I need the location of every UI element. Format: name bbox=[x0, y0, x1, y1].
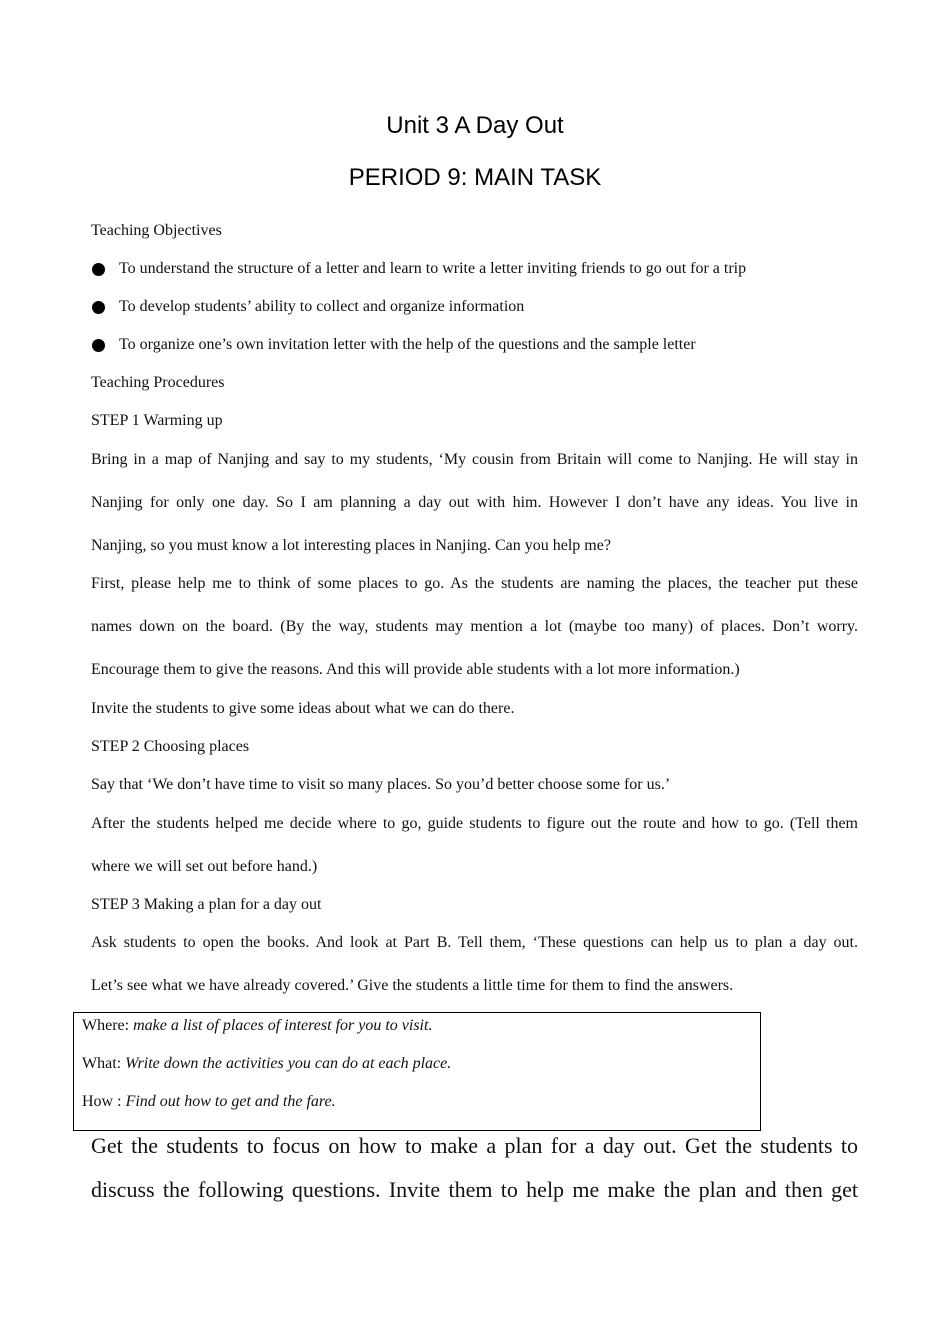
objective-item: To develop students’ ability to collect and organize information bbox=[119, 298, 525, 315]
where-label: Where: bbox=[82, 1017, 130, 1034]
step1-paragraph-line: Nanjing for only one day. So I am planning a day out with him. However I don’t have any ideas. You live in bbox=[91, 494, 858, 511]
objective-item: To understand the structure of a letter and learn to write a letter inviting friends to go out for a trip bbox=[119, 260, 747, 277]
step1-paragraph-line: Encourage them to give the reasons. And this will provide able students with a lot more information.) bbox=[91, 661, 740, 678]
step1-paragraph-line: Bring in a map of Nanjing and say to my students, ‘My cousin from Britain will come to Nanjing. He will stay in bbox=[91, 451, 858, 468]
how-label: How : bbox=[82, 1093, 122, 1110]
where-row bbox=[82, 1016, 432, 1036]
step1-paragraph-line: names down on the board. (By the way, students may mention a lot (maybe too many) of places. Don’t worry. bbox=[91, 618, 858, 635]
how-row bbox=[82, 1092, 336, 1112]
step1-paragraph-line: Invite the students to give some ideas about what we can do there. bbox=[91, 700, 515, 717]
procedures-heading: Teaching Procedures bbox=[91, 374, 225, 391]
bullet-icon bbox=[92, 263, 105, 276]
step2-paragraph-line: where we will set out before hand.) bbox=[91, 858, 318, 875]
step2-paragraph-line: After the students helped me decide where to go, guide students to figure out the route and how to go. (Tell them bbox=[91, 815, 858, 832]
page-subtitle: PERIOD 9: MAIN TASK bbox=[348, 164, 602, 191]
step3-paragraph-line: Ask students to open the books. And look at Part B. Tell them, ‘These questions can help us to plan a day out. bbox=[91, 934, 858, 951]
step1-paragraph-line: Nanjing, so you must know a lot interesting places in Nanjing. Can you help me? bbox=[91, 537, 611, 554]
step3-paragraph-line: Let’s see what we have already covered.’ Give the students a little time for them to find the answers. bbox=[91, 977, 734, 994]
bullet-icon bbox=[92, 301, 105, 314]
step2-paragraph-line: Say that ‘We don’t have time to visit so many places. So you’d better choose some for us.’ bbox=[91, 776, 671, 793]
page-title: Unit 3 A Day Out bbox=[386, 112, 564, 139]
what-label: What: bbox=[82, 1055, 122, 1072]
objective-item: To organize one’s own invitation letter with the help of the questions and the sample letter bbox=[119, 336, 696, 353]
step3-heading: STEP 3 Making a plan for a day out bbox=[91, 896, 322, 913]
step1-heading: STEP 1 Warming up bbox=[91, 412, 223, 429]
what-text: Write down the activities you can do at each place. bbox=[125, 1055, 452, 1072]
closing-paragraph-line: Get the students to focus on how to make a plan for a day out. Get the students to bbox=[91, 1133, 858, 1158]
questions-box bbox=[73, 1012, 761, 1131]
step2-heading: STEP 2 Choosing places bbox=[91, 738, 250, 755]
where-text: make a list of places of interest for you to visit. bbox=[133, 1017, 433, 1034]
how-text: Find out how to get and the fare. bbox=[125, 1093, 336, 1110]
objectives-heading: Teaching Objectives bbox=[91, 222, 222, 239]
what-row bbox=[82, 1054, 451, 1074]
bullet-icon bbox=[92, 339, 105, 352]
step1-paragraph-line: First, please help me to think of some places to go. As the students are naming the places, the teacher put these bbox=[91, 575, 858, 592]
closing-paragraph-line: discuss the following questions. Invite them to help me make the plan and then get bbox=[91, 1177, 858, 1202]
